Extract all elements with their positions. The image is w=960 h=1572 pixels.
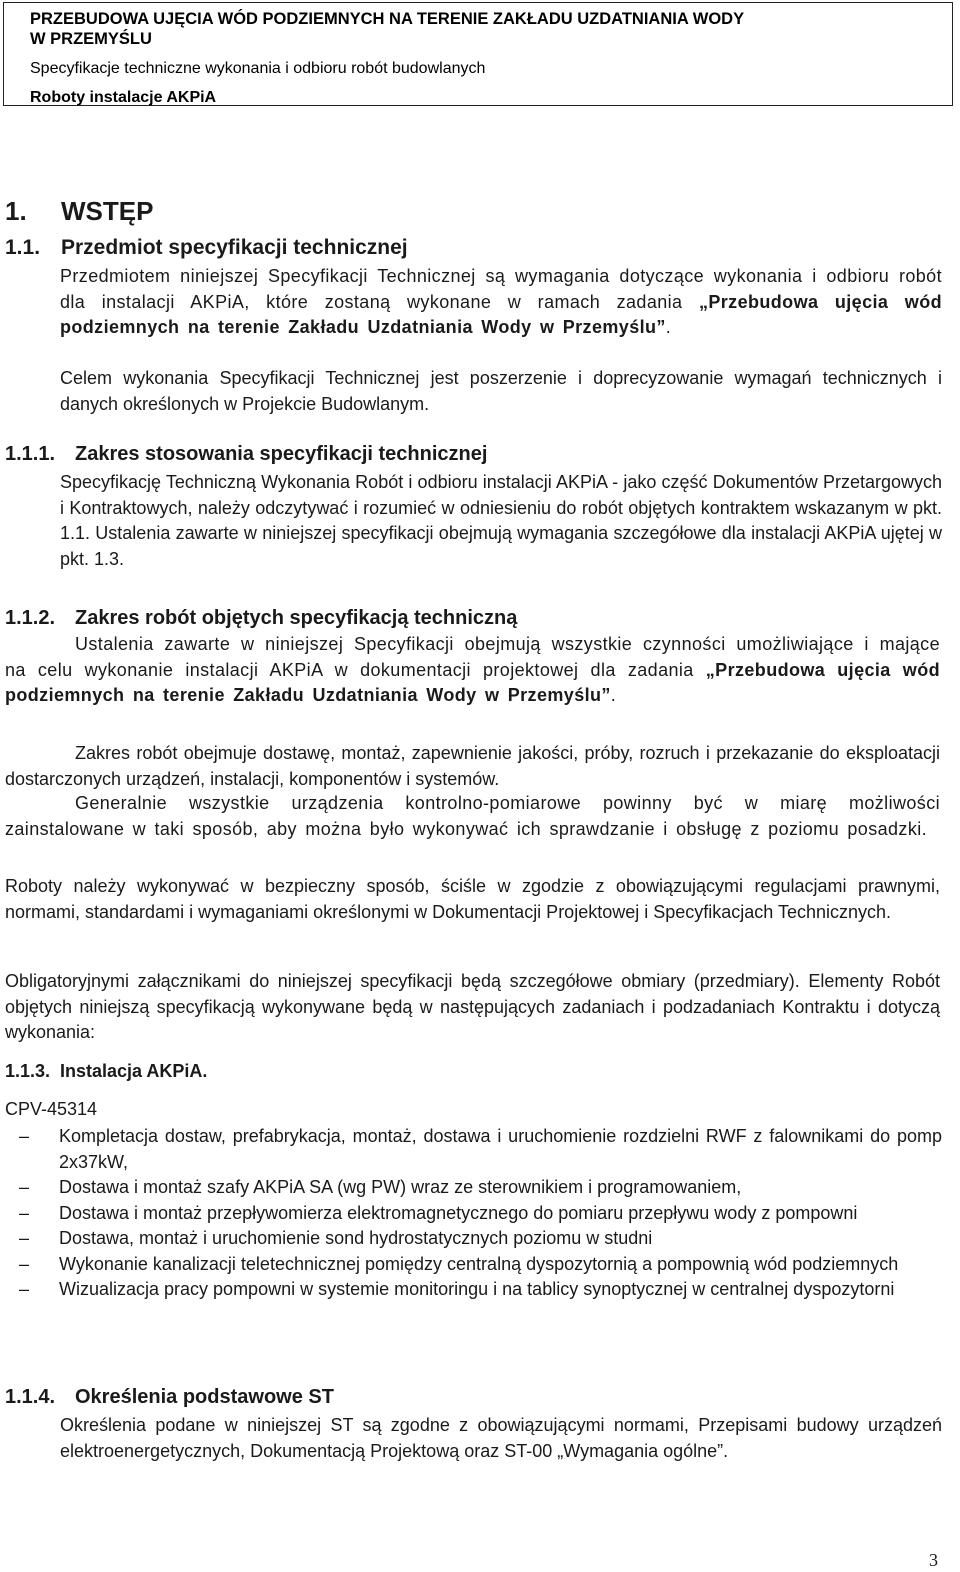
section-1-1-2-number: 1.1.2.: [5, 607, 56, 629]
section-1-1-3-number: 1.1.3.: [5, 1061, 51, 1081]
section-1-1-2-para5: Obligatoryjnymi załącznikami do niniejszej specyfikacji będą szczegółowe obmiary (przedmiary). Elementy Robót objętych niniejszą specyfikacją wykonywane będą w następujących zadaniach i podzadaniach Kontraktu i dotyczą wykonania:: [5, 971, 940, 1042]
list-item: – Kompletacja dostaw, prefabrykacja, montaż, dostawa i uruchomienie rozdzielni RWF z falownikami do pomp 2x37kW,: [3, 1124, 942, 1175]
section-1-1-para1-end: .: [665, 317, 672, 337]
list-item: – Dostawa i montaż szafy AKPiA SA (wg PW) wraz ze sterownikiem i programowaniem,: [3, 1175, 942, 1201]
document-header: [3, 2, 953, 106]
section-1-1-2-para2: Zakres robót obejmuje dostawę, montaż, zapewnienie jakości, próby, rozruch i przekazanie do eksploatacji dostarczonych urządzeń, instalacji, komponentów i systemów.: [5, 743, 940, 789]
section-1-1-2-para1-end: .: [610, 685, 617, 705]
header-title-line2: W PRZEMYŚLU: [30, 30, 152, 48]
header-title-line1: PRZEBUDOWA UJĘCIA WÓD PODZIEMNYCH NA TERENIE ZAKŁADU UZDATNIANIA WODY: [30, 10, 745, 28]
list-item: – Wizualizacja pracy pompowni w systemie monitoringu i na tablicy synoptycznej w centralnej dyspozytorni: [3, 1277, 942, 1303]
section-1-1-para1-text: Przedmiotem niniejszej Specyfikacji Technicznej są wymagania dotyczące wykonania i odbioru robót dla instalacji AKPiA, które zostaną wykonane w ramach zadania: [60, 266, 942, 312]
section-1-1-para1: [60, 264, 942, 341]
section-1-1-1-number: 1.1.1.: [5, 443, 56, 465]
section-1-1-2-heading: [5, 607, 517, 630]
section-1-1-para2: Celem wykonania Specyfikacji Technicznej jest poszerzenie i doprecyzowanie wymagań technicznych i danych określonych w Projekcie Budowlanym.: [60, 368, 942, 414]
page-number: 3: [929, 1550, 938, 1570]
section-1-1-4-number: 1.1.4.: [5, 1386, 56, 1408]
list-item: – Dostawa, montaż i uruchomienie sond hydrostatycznych poziomu w studni: [3, 1226, 942, 1252]
section-1-1-2-para3: Generalnie wszystkie urządzenia kontrolno-pomiarowe powinny być w miarę możliwości zainstalowane w taki sposób, aby można było wykonywać ich sprawdzanie i obsługę z poziomu posadzki.: [5, 793, 940, 839]
section-1-1-1-para: Specyfikację Techniczną Wykonania Robót i odbioru instalacji AKPiA - jako część Dokumentów Przetargowych i Kontraktowych, należy odczytywać i rozumieć w odniesieniu do robót objętych kontraktem wskazanym w pkt. 1.1. Ustalenia zawarte w niniejszej specyfikacji obejmują wymagania szczegółowe dla instalacji AKPiA ujętej w pkt. 1.3.: [60, 472, 942, 569]
section-1-title: WSTĘP: [61, 196, 154, 226]
section-1-1-4-heading: [5, 1386, 334, 1409]
section-1-1-title: Przedmiot specyfikacji technicznej: [61, 236, 408, 259]
section-1-1-heading: [5, 236, 408, 260]
section-1-1-2-para1-task-name: „Przebudowa ujęcia wód podziemnych na terenie Zakładu Uzdatniania Wody w Przemyślu”: [5, 659, 940, 705]
section-1-1-4-para: Określenia podane w niniejszej ST są zgodne z obowiązującymi normami, Przepisami budowy urządzeń elektroenergetycznych, Dokumentacją Projektową oraz ST-00 „Wymagania ogólne”.: [60, 1415, 942, 1461]
section-1-1-3-heading: [5, 1061, 207, 1082]
section-1-1-1-title: Zakres stosowania specyfikacji technicznej: [75, 443, 488, 465]
section-1-1-2-para1-text: Ustalenia zawarte w niniejszej Specyfikacji obejmują wszystkie czynności umożliwiające i mające na celu wykonanie instalacji AKPiA w dokumentacji projektowej dla zadania: [5, 634, 940, 680]
section-1-1-2-para1: [5, 632, 940, 709]
section-1-1-2-title: Zakres robót objętych specyfikacją techniczną: [75, 607, 518, 629]
list-item: – Dostawa i montaż przepływomierza elektromagnetycznego do pomiaru przepływu wody z pompowni: [3, 1201, 942, 1227]
section-1-1-2-para4: Roboty należy wykonywać w bezpieczny sposób, ściśle w zgodzie z obowiązującymi regulacjami prawnymi, normami, standardami i wymaganiami określonymi w Dokumentacji Projektowej i Specyfikacjach Technicznych.: [5, 876, 940, 922]
section-1-1-3-title: Instalacja AKPiA.: [60, 1061, 208, 1081]
akpia-scope-list: [3, 1124, 942, 1303]
header-subtitle: Roboty instalacje AKPiA: [30, 89, 217, 106]
section-1-number: 1.: [5, 196, 27, 226]
cpv-code: CPV-45314: [5, 1099, 98, 1119]
section-1-1-number: 1.1.: [5, 236, 41, 259]
section-1-heading: [5, 196, 153, 227]
header-spec-line: Specyfikacje techniczne wykonania i odbioru robót budowlanych: [30, 60, 486, 77]
list-item: – Wykonanie kanalizacji teletechnicznej pomiędzy centralną dyspozytornią a pompownią wód podziemnych: [3, 1252, 942, 1278]
section-1-1-4-title: Określenia podstawowe ST: [75, 1386, 334, 1408]
section-1-1-1-heading: [5, 443, 487, 466]
section-1-1-para1-task-name: „Przebudowa ujęcia wód podziemnych na terenie Zakładu Uzdatniania Wody w Przemyślu”: [60, 291, 943, 337]
